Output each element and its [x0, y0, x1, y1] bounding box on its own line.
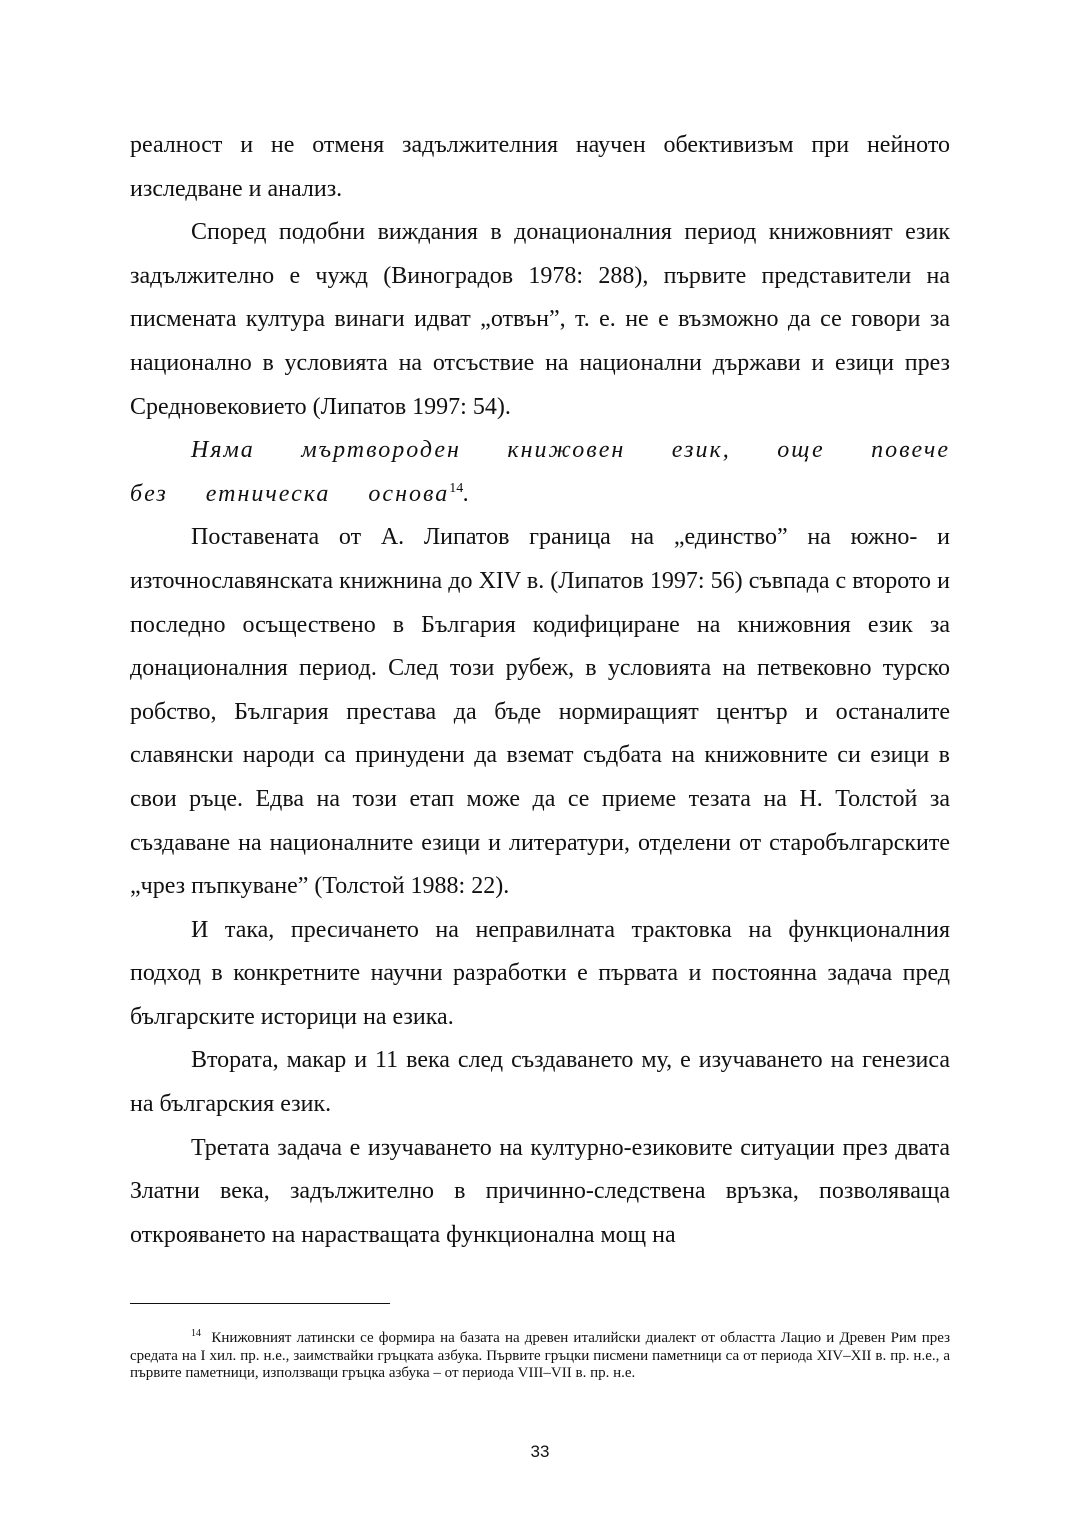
footnote-divider	[130, 1303, 390, 1304]
paragraph: Според подобни виждания в донационалния период книжовният език задължително е чужд (Виноградов 1978: 288), първите представители на писмената култура винаги идват „отвън”, т. е. не е възможно да се говори за национално в условията на отсъствие на национални държави и езици през Средновековието (Липатов 1997: 54).	[130, 219, 950, 420]
page-number: 33	[530, 1442, 550, 1461]
paragraph-continuation: реалност и не отменя задължителния научен обективизъм при нейното изследване и анализ.	[130, 132, 950, 202]
footnote-reference[interactable]: 14	[449, 480, 464, 496]
footnote	[130, 1330, 950, 1383]
paragraph: И така, пресичането на неправилната трактовка на функционалния подход в конкретните научни разработки е първата и постоянна задача пред българските историци на езика.	[130, 916, 950, 1030]
italic-quote	[130, 429, 950, 516]
footnote-text: Книжовният латински се формира на базата на древен италийски диалект от областта Лацио и Древен Рим през средата на I хил. пр. н.е., заимствайки гръцката азбука. Първите гръцки писмени паметници са от периода XIV–XII в. пр. н.е., а първите паметници, използващи гръцка азбука – от периода VIII–VII в. пр. н.е.	[130, 1330, 950, 1382]
body-text	[130, 124, 950, 1257]
paragraph: Третата задача е изучаването на културно-езиковите ситуации през двата Златни века, задължително в причинно-следствена връзка, позволяваща открояването на нарастващата функционална мощ на	[130, 1134, 950, 1248]
italic-quote-end: .	[463, 480, 472, 507]
italic-quote-text: Няма мъртвороден книжовен език, още повече без етническа основа	[130, 437, 950, 507]
paragraph: Втората, макар и 11 века след създаването му, е изучаването на генезиса на българския език.	[130, 1047, 950, 1118]
footnote-number: 14	[191, 1328, 201, 1339]
paragraph: Поставената от А. Липатов граница на „единство” на южно- и източнославянската книжнина до XIV в. (Липатов 1997: 56) съвпада с второто и последно осъществено в България кодифициране на книжовния език за донационалния период. След този рубеж, в условията на петвековно турско робство, България престава да бъде нормиращият център и останалите славянски народи са принудени да вземат съдбата на книжовните си езици в свои ръце. Едва на този етап може да се приеме тезата на Н. Толстой за създаване на националните езици и литератури, отделени от старобългарските „чрез пъпкуване” (Толстой 1988: 22).	[130, 524, 950, 900]
